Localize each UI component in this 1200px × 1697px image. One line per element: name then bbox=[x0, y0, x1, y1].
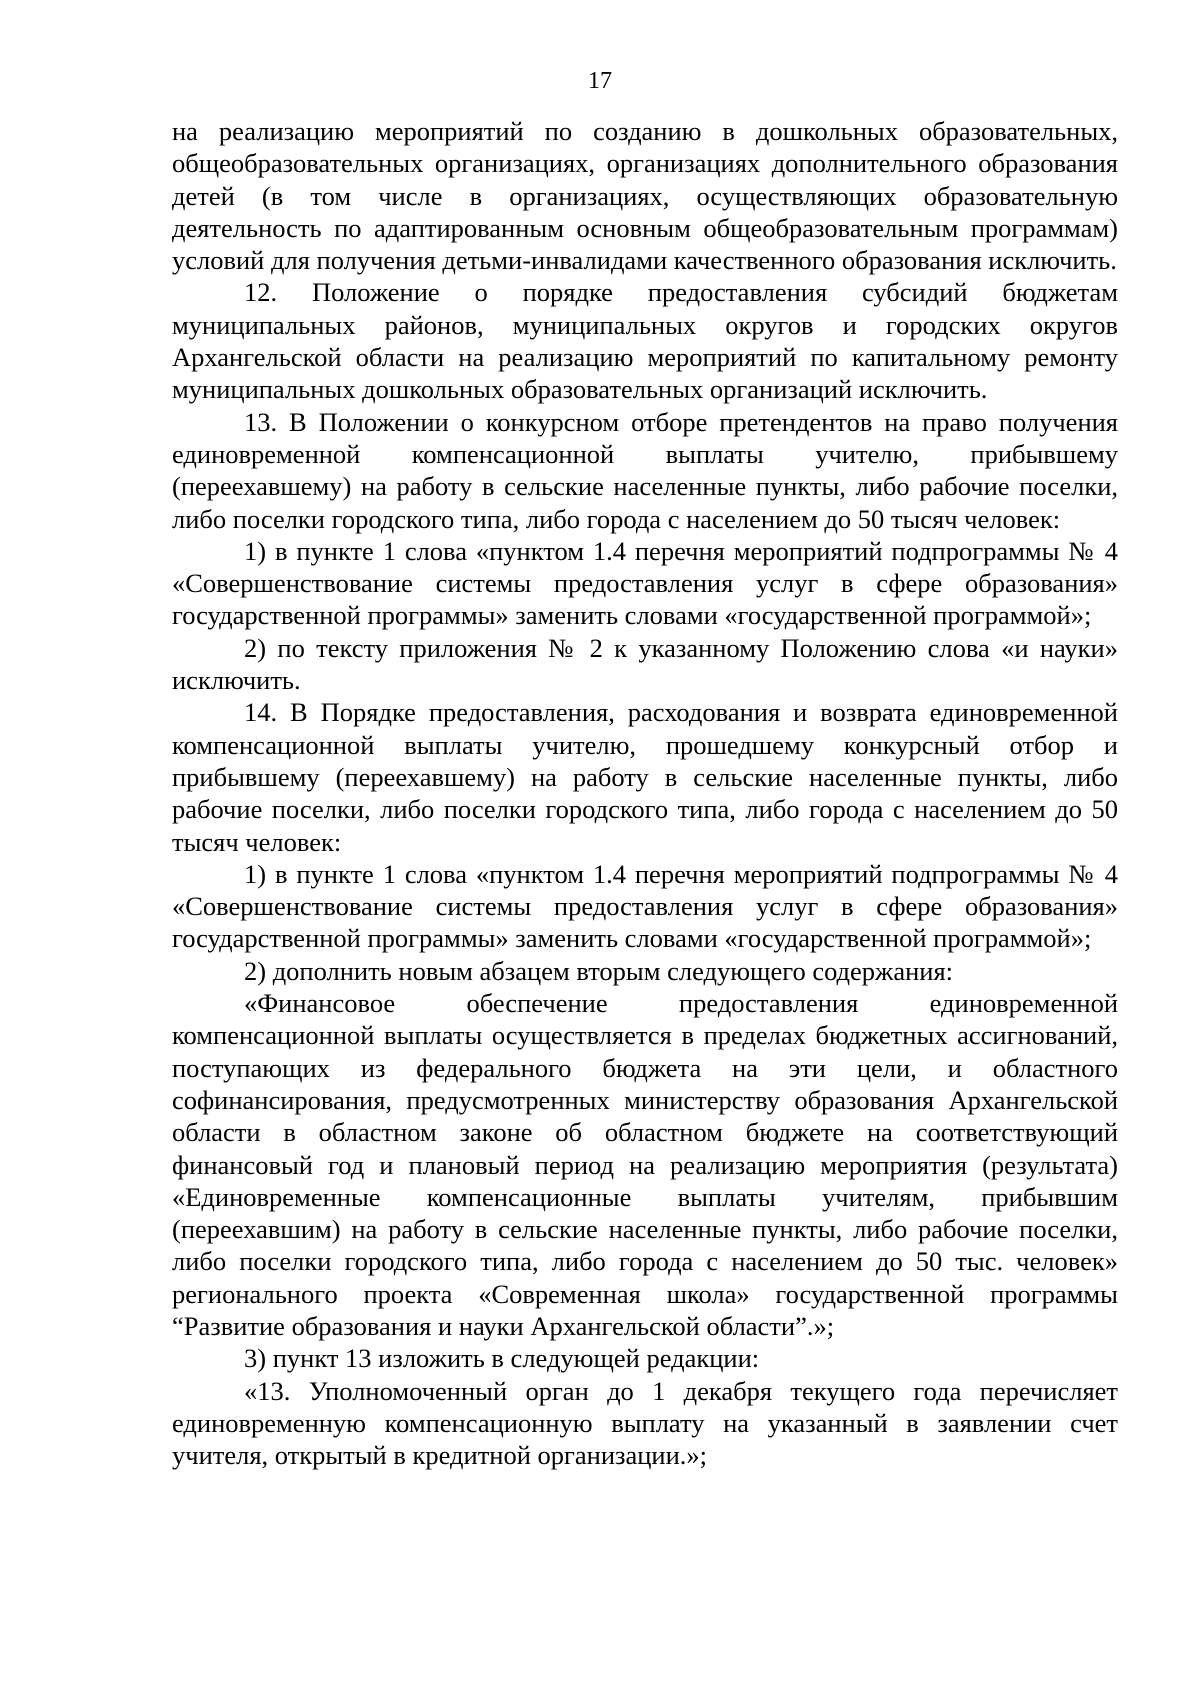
paragraph-quoted-item-13: «13. Уполномоченный орган до 1 декабря текущего года перечисляет единовременную компенсационную выплату на указанный в заявлении счет учителя, открытый в кредитной организации.»; bbox=[172, 1375, 1118, 1471]
paragraph-item-14-sub-3: 3) пункт 13 изложить в следующей редакции: bbox=[244, 1343, 760, 1374]
paragraph-item-14-sub-1: 1) в пункте 1 слова «пунктом 1.4 перечня мероприятий подпрограммы № 4 «Совершенствование системы предоставления услуг в сфере образования» государственной программы» заменить словами «государственной программой»; bbox=[172, 858, 1118, 954]
paragraph-item-13-sub-2: 2) по тексту приложения № 2 к указанному Положению слова «и науки» исключить. bbox=[172, 632, 1118, 696]
paragraph-quoted-financing: «Финансовое обеспечение предоставления единовременной компенсационной выплаты осуществляется в пределах бюджетных ассигнований, поступающих из федерального бюджета на эти цели, и областного софинансирования, предусмотренных министерству образования Архангельской области в областном законе об областном бюджете на соответствующий финансовый год и плановый период на реализацию мероприятия (результата) «Единовременные компенсационные выплаты учителям, прибывшим (переехавшим) на работу в сельские населенные пункты, либо рабочие поселки, либо поселки городского типа, либо города с населением до 50 тыс. человек» регионального проекта «Современная школа» государственной программы “Развитие образования и науки Архангельской области”.»; bbox=[172, 988, 1118, 1341]
paragraph-item-14: 14. В Порядке предоставления, расходования и возврата единовременной компенсационной выплаты учителю, прошедшему конкурсный отбор и прибывшему (переехавшему) на работу в сельские населенные пункты, либо рабочие поселки, либо поселки городского типа, либо города с населением до 50 тысяч человек: bbox=[172, 697, 1118, 857]
paragraph-item-12: 12. Положение о порядке предоставления субсидий бюджетам муниципальных районов, муниципальных округов и городских округов Архангельской области на реализацию мероприятий по капитальному ремонту муниципальных дошкольных образовательных организаций исключить. bbox=[172, 277, 1118, 405]
paragraph-item-14-sub-2: 2) дополнить новым абзацем вторым следующего содержания: bbox=[244, 955, 954, 986]
paragraph-intro: на реализацию мероприятий по созданию в дошкольных образовательных, общеобразовательных организациях, организациях дополнительного образования детей (в том числе в организациях, осуществляющих образовательную деятельность по адаптированным основным общеобразовательным программам) условий для получения детьми-инвалидами качественного образования исключить. bbox=[172, 116, 1118, 276]
page-number: 17 bbox=[588, 68, 612, 94]
paragraph-item-13-sub-1: 1) в пункте 1 слова «пунктом 1.4 перечня мероприятий подпрограммы № 4 «Совершенствование системы предоставления услуг в сфере образования» государственной программы» заменить словами «государственной программой»; bbox=[172, 535, 1118, 631]
paragraph-item-13: 13. В Положении о конкурсном отборе претендентов на право получения единовременной компенсационной выплаты учителю, прибывшему (переехавшему) на работу в сельские населенные пункты, либо рабочие поселки, либо поселки городского типа, либо города с населением до 50 тысяч человек: bbox=[172, 406, 1118, 534]
document-body bbox=[172, 115, 1118, 1471]
